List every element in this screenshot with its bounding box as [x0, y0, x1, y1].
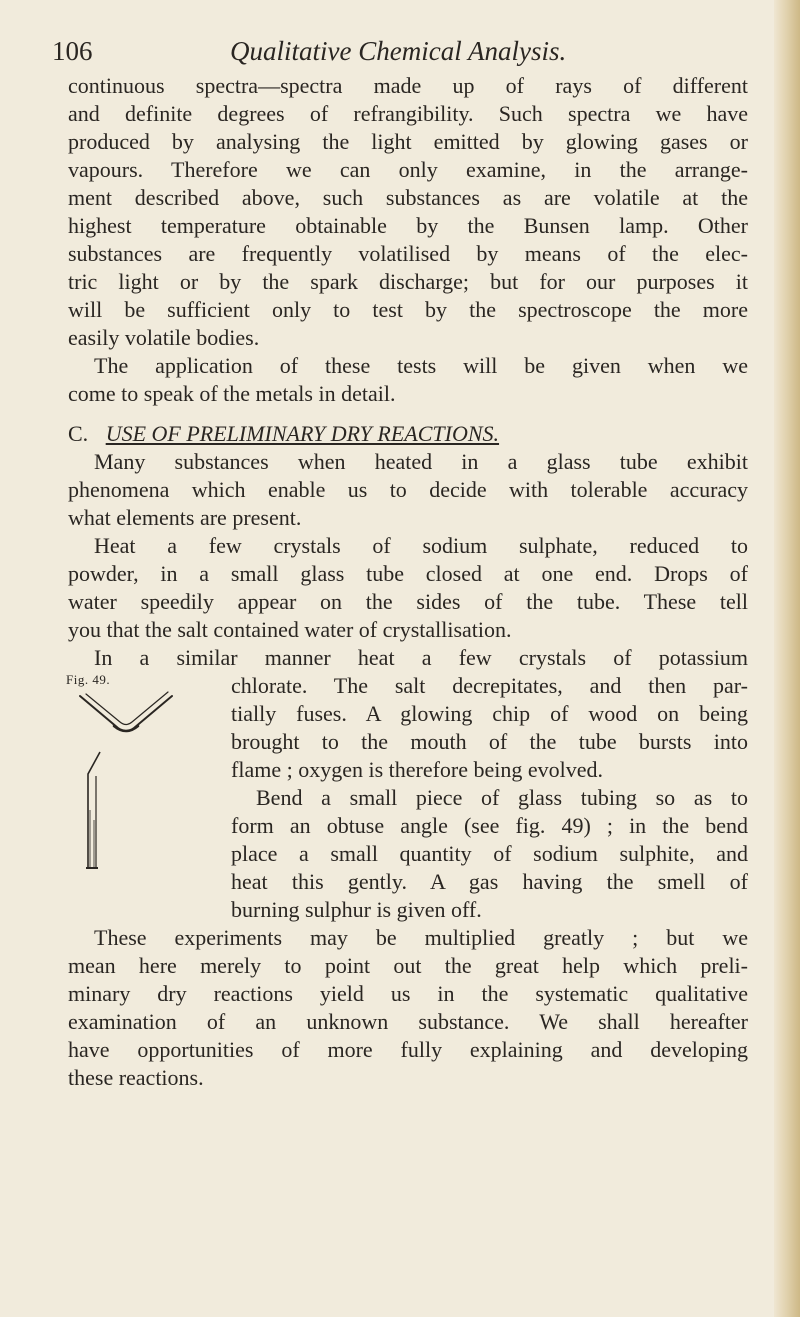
- section-title: USE OF PRELIMINARY DRY REACTIONS.: [105, 421, 500, 446]
- text-line: form an obtuse angle (see fig. 49) ; in the bend: [231, 813, 748, 838]
- page-header: [52, 36, 752, 76]
- text-line: tric light or by the spark discharge; but for our purposes it: [68, 269, 748, 294]
- text-line: phenomena which enable us to decide with tolerable accuracy: [68, 477, 748, 502]
- text-line: flame ; oxygen is therefore being evolved.: [231, 757, 604, 782]
- text-line: minary dry reactions yield us in the systematic qualitative: [68, 981, 748, 1006]
- text-line: Bend a small piece of glass tubing so as to: [256, 785, 748, 810]
- text-line: will be sufficient only to test by the spectroscope the more: [68, 297, 748, 322]
- section-letter: C.: [68, 421, 89, 446]
- text-line: examination of an unknown substance. We shall hereafter: [68, 1009, 748, 1034]
- page-edge-shadow: [774, 0, 800, 1317]
- text-line: These experiments may be multiplied greatly ; but we: [94, 925, 748, 950]
- text-line: The application of these tests will be given when we: [94, 353, 748, 378]
- section-heading: [68, 420, 499, 448]
- text-line: brought to the mouth of the tube bursts into: [231, 729, 748, 754]
- text-line: tially fuses. A glowing chip of wood on being: [231, 701, 748, 726]
- text-line: chlorate. The salt decrepitates, and then par-: [231, 673, 748, 698]
- text-line: water speedily appear on the sides of the tube. These tell: [68, 589, 748, 614]
- test-tube-drawing: [86, 752, 100, 868]
- text-line: place a small quantity of sodium sulphite, and: [231, 841, 748, 866]
- text-line: Many substances when heated in a glass tube exhibit: [94, 449, 748, 474]
- text-line: highest temperature obtainable by the Bunsen lamp. Other: [68, 213, 748, 238]
- text-line: substances are frequently volatilised by means of the elec-: [68, 241, 748, 266]
- text-line: In a similar manner heat a few crystals of potassium: [94, 645, 748, 670]
- text-line: produced by analysing the light emitted by glowing gases or: [68, 129, 748, 154]
- text-line: vapours. Therefore we can only examine, in the arrange-: [68, 157, 748, 182]
- figure-caption: Fig. 49.: [66, 672, 111, 687]
- bent-glass-tube-figure: [74, 690, 178, 880]
- bent-tube-drawing: [80, 692, 172, 731]
- text-line: heat this gently. A gas having the smell of: [231, 869, 748, 894]
- text-line: burning sulphur is given off.: [231, 897, 482, 922]
- text-line: these reactions.: [68, 1065, 204, 1090]
- text-line: come to speak of the metals in detail.: [68, 381, 396, 406]
- text-line: what elements are present.: [68, 505, 302, 530]
- text-line: you that the salt contained water of crystallisation.: [68, 617, 512, 642]
- text-line: easily volatile bodies.: [68, 325, 260, 350]
- text-line: mean here merely to point out the great help which preli-: [68, 953, 748, 978]
- text-line: powder, in a small glass tube closed at one end. Drops of: [68, 561, 748, 586]
- text-line: continuous spectra—spectra made up of rays of different: [68, 73, 748, 98]
- running-title: Qualitative Chemical Analysis.: [230, 36, 567, 66]
- text-line: Heat a few crystals of sodium sulphate, reduced to: [94, 533, 748, 558]
- text-line: and definite degrees of refrangibility. Such spectra we have: [68, 101, 748, 126]
- page-number: 106: [52, 36, 93, 66]
- text-line: have opportunities of more fully explaining and developing: [68, 1037, 748, 1062]
- text-line: ment described above, such substances as are volatile at the: [68, 185, 748, 210]
